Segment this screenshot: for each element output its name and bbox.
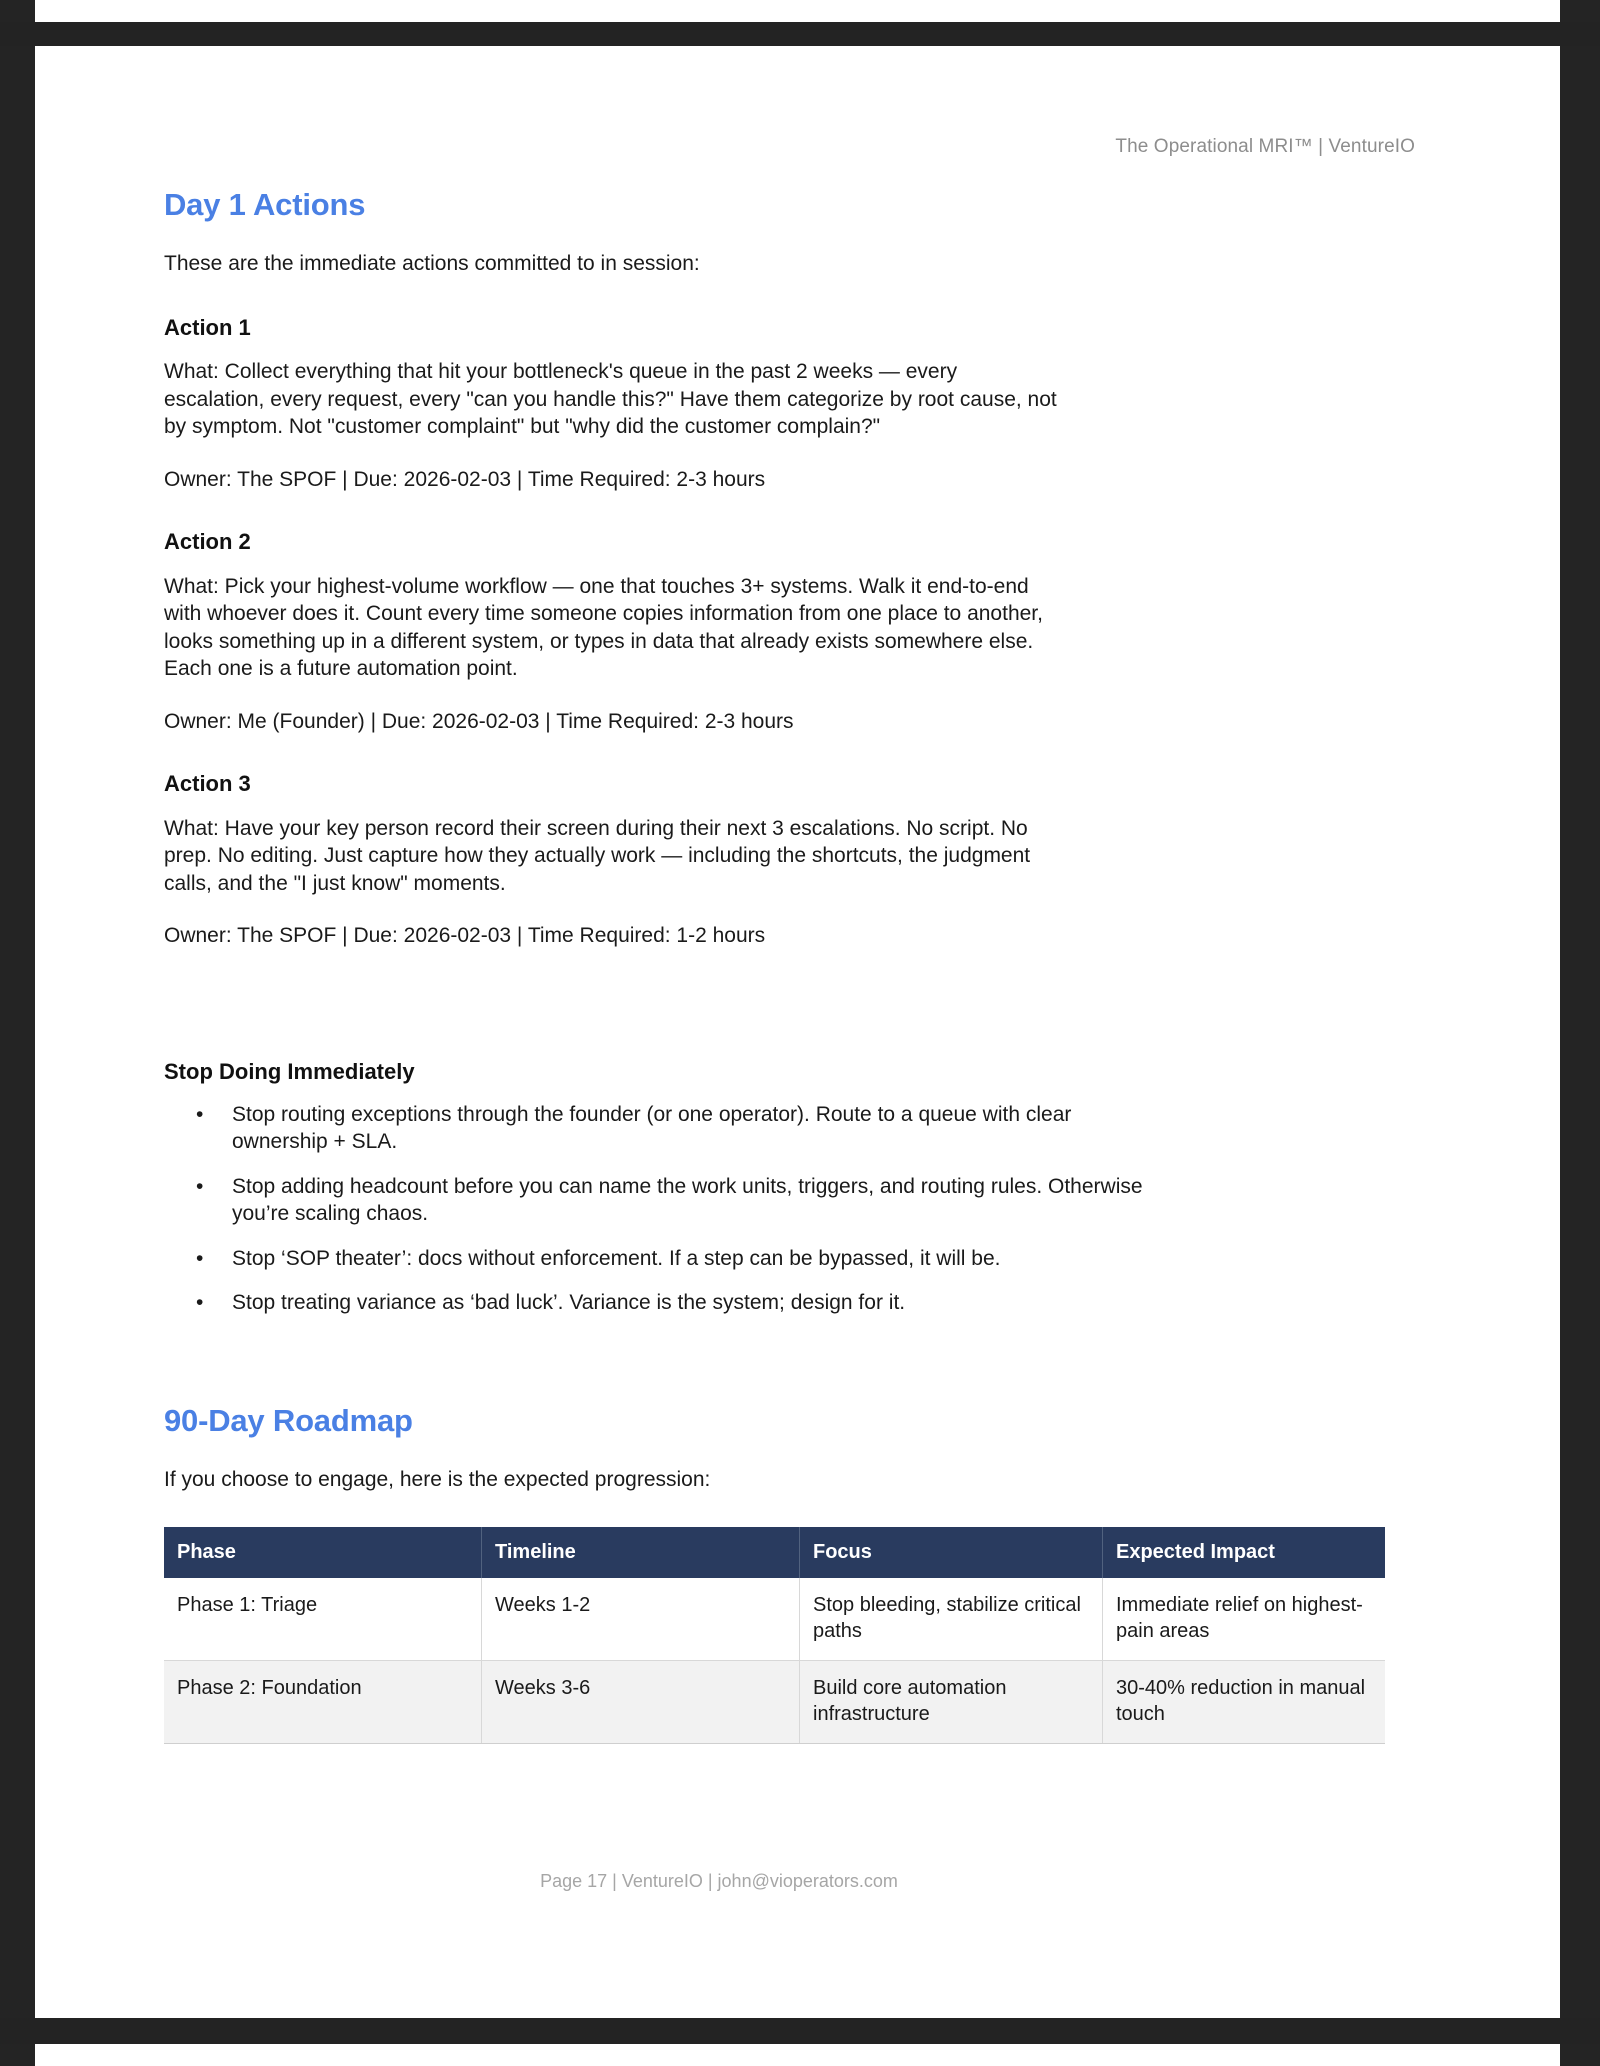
column-header-phase: Phase (164, 1527, 482, 1578)
day1-lead-text: These are the immediate actions committed to in session: (164, 252, 700, 276)
action-2-title: Action 2 (164, 529, 251, 555)
bullet-icon: • (196, 1246, 204, 1270)
running-header: The Operational MRI™ | VentureIO (1115, 136, 1415, 157)
stop-doing-list (164, 1101, 1420, 1317)
action-3-meta: Owner: The SPOF | Due: 2026-02-03 | Time Required: 1-2 hours (164, 924, 766, 948)
action-2-meta: Owner: Me (Founder) | Due: 2026-02-03 | Time Required: 2-3 hours (164, 709, 794, 733)
bullet-icon: • (196, 1291, 204, 1315)
list-item (164, 1245, 1172, 1273)
page-content (164, 186, 1420, 1744)
list-item (164, 1173, 1172, 1228)
action-3-title: Action 3 (164, 771, 251, 797)
page-title: Day 1 Actions (164, 187, 366, 222)
cell-focus: Build core automation infrastructure (800, 1661, 1103, 1744)
list-item (164, 1101, 1172, 1156)
cell-timeline: Weeks 1-2 (482, 1578, 800, 1661)
document-page (35, 46, 1560, 2018)
list-item-text: Stop ‘SOP theater’: docs without enforcement. If a step can be bypassed, it will be. (232, 1246, 1001, 1270)
bullet-icon: • (196, 1102, 204, 1126)
stop-doing-title: Stop Doing Immediately (164, 1058, 415, 1084)
cell-expected-impact: Immediate relief on highest-pain areas (1103, 1578, 1386, 1661)
action-3-what: What: Have your key person record their screen during their next 3 escalations. No script. No prep. No editing. Just capture how they actually work — including the shortcuts, the judgment calls, and the "I just know" moments. (164, 816, 1031, 895)
cell-timeline: Weeks 3-6 (482, 1661, 800, 1744)
action-1-title: Action 1 (164, 314, 251, 340)
column-header-expected-impact: Expected Impact (1103, 1527, 1386, 1578)
list-item-text: Stop routing exceptions through the founder (or one operator). Route to a queue with clear ownership + SLA. (232, 1102, 1072, 1154)
page-gap-top (0, 22, 1600, 46)
cell-phase: Phase 2: Foundation (164, 1661, 482, 1744)
action-2-what: What: Pick your highest-volume workflow — one that touches 3+ systems. Walk it end-to-end with whoever does it. Count every time someone copies information from one place to another, looks something up in a different system, or types in data that already exists somewhere else. Each one is a future automation point. (164, 574, 1043, 681)
column-header-timeline: Timeline (482, 1527, 800, 1578)
page-gap-bottom (0, 2018, 1600, 2044)
page-below-edge (35, 2044, 1560, 2066)
list-item (164, 1289, 1172, 1317)
cell-expected-impact: 30-40% reduction in manual touch (1103, 1661, 1386, 1744)
roadmap-table (164, 1527, 1385, 1744)
list-item-text: Stop adding headcount before you can name the work units, triggers, and routing rules. Otherwise you’re scaling chaos. (232, 1174, 1143, 1226)
bullet-icon: • (196, 1174, 204, 1198)
roadmap-lead-text: If you choose to engage, here is the expected progression: (164, 1467, 711, 1491)
page-above-edge (35, 0, 1560, 22)
cell-phase: Phase 1: Triage (164, 1578, 482, 1661)
list-item-text: Stop treating variance as ‘bad luck’. Variance is the system; design for it. (232, 1291, 906, 1315)
action-1-meta: Owner: The SPOF | Due: 2026-02-03 | Time Required: 2-3 hours (164, 467, 766, 491)
table-row (164, 1661, 1385, 1744)
cell-focus: Stop bleeding, stabilize critical paths (800, 1578, 1103, 1661)
column-header-focus: Focus (800, 1527, 1103, 1578)
table-row (164, 1578, 1385, 1661)
roadmap-title: 90-Day Roadmap (164, 1402, 413, 1438)
page-footer: Page 17 | VentureIO | john@vioperators.com (540, 1871, 898, 1891)
action-1-what: What: Collect everything that hit your bottleneck's queue in the past 2 weeks — every escalation, every request, every "can you handle this?" Have them categorize by root cause, not by symptom. Not "customer complaint" but "why did the customer complain?" (164, 360, 1057, 439)
table-header-row (164, 1527, 1385, 1578)
